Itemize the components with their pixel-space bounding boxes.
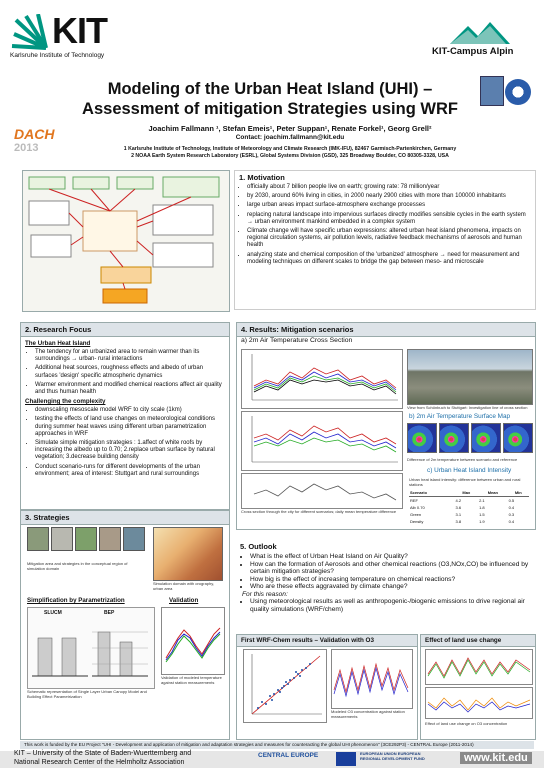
wrfchem-caption: Modeled O3 concentration against station measurements <box>331 709 405 719</box>
motivation-item: • large urban areas impact surface-atmosphere exchange processes <box>247 202 529 209</box>
table-cell: 1.9 <box>479 519 485 524</box>
results-sub-c: c) Urban Heat Island Intensity <box>427 467 512 474</box>
outlook-list-2 <box>236 598 534 613</box>
map-caption: Difference of 2m temperature between scenario and reference <box>407 457 518 462</box>
validation-plot <box>161 607 225 675</box>
noaa-logo <box>505 79 531 105</box>
table-header-row <box>409 489 529 497</box>
research-box <box>20 322 230 510</box>
campus-logo-text: KIT-Campus Alpin <box>432 46 514 57</box>
results-sub-b: b) 2m Air Temperature Surface Map <box>409 413 511 420</box>
outlook-box <box>236 540 534 613</box>
strategy-cap4: Validation of modeled temperature against station measurements <box>161 675 222 685</box>
outlook-for-this: For this reason: <box>242 590 288 598</box>
title-line1: Modeling of the Urban Heat Island (UHI) – <box>107 80 433 98</box>
table-header: Mean <box>478 489 507 497</box>
table-cell: 0.5 <box>508 498 515 503</box>
results-box <box>236 322 536 530</box>
research-item: • The tendency for an urbanized area to remain warmer than its surroundings → urban- rural interactions <box>35 349 225 363</box>
research-list1 <box>25 349 225 396</box>
table-header: Scenario <box>409 489 455 497</box>
table-cell: 0.3 <box>508 512 515 517</box>
central-europe-logo: CENTRAL EUROPE <box>258 752 319 759</box>
motivation-item: • by 2030, around 60% living in cities, in 2000 nearly 2900 cities with more than 100000 inhabitants <box>247 193 529 200</box>
table-row <box>409 511 529 518</box>
kit-logo <box>10 10 120 64</box>
kit-url[interactable]: www.kit.edu <box>460 752 532 764</box>
strategies-sub-left: Simplification by Parametrization <box>27 597 125 604</box>
eu-flag-icon <box>336 752 356 766</box>
map-panel <box>407 423 437 453</box>
outlook-list <box>236 553 534 591</box>
o3-timeseries-plot <box>331 649 413 709</box>
strategy-cap2: Simulation domain with orography, urban area <box>153 581 215 591</box>
slucm-label: SLUCM <box>44 610 62 616</box>
strategies-heading: 3. Strategies <box>21 511 229 525</box>
research-item: • Warmer environment and modified chemical reactions affect air quality and thus human health <box>35 382 225 396</box>
kit-subtitle: Karlsruhe Institute of Technology <box>10 52 105 59</box>
table-header: Min <box>508 489 529 497</box>
research-item: • Additional heat sources, roughness effects and albedo of urban surfaces 'design' specific atmospheric dynamics <box>35 365 225 379</box>
table-cell: REF <box>410 498 418 503</box>
stuttgart-photo <box>407 349 533 405</box>
landuse-heading: Effect of land use change <box>421 635 535 647</box>
photo-caption: View from Schönbuch to Stuttgart: Investigation line of cross section <box>407 405 528 410</box>
strategy-images <box>27 527 147 557</box>
table-row <box>409 518 529 525</box>
strategies-sub-right: Validation <box>169 597 199 604</box>
table-cell: 1.5 <box>479 512 485 517</box>
uhi-caption: Urban heat island intensity: difference between urban and rural stations <box>409 477 521 487</box>
landuse-plot-2 <box>425 687 533 719</box>
outlook-item: • Who are these effects aggravated by climate change? <box>250 583 534 591</box>
outlook-item: • How big is the effect of increasing temperature on chemical reactions? <box>250 576 534 584</box>
title-line2: Assessment of mitigation Strategies using WRF <box>82 100 458 118</box>
research-item: • downscaling mesoscale model WRF to city scale (1km) <box>35 407 225 414</box>
table-cell: 3.8 <box>455 519 462 524</box>
results-sub-a: a) 2m Air Temperature Cross Section <box>241 337 353 344</box>
wrfchem-box <box>236 634 418 740</box>
table-cell: 4.2 <box>455 498 462 503</box>
map-panel <box>439 423 469 453</box>
research-sub1: The Urban Heat Island <box>25 340 91 347</box>
map-panel <box>471 423 501 453</box>
table-cell: Alb 0.70 <box>410 505 425 510</box>
strategy-cap1: Mitigation area and strategies in the conceptual region of simulation domain <box>27 561 128 571</box>
footer-line1: KIT – University of the State of Baden-Wuerttemberg and <box>14 750 192 757</box>
footer-line2: National Research Center of the Helmholtz Association <box>14 759 185 766</box>
motivation-item: • Climate change will have specific urban expressions: altered urban heat island phenomena, impacts on regional circulation systems, air pollution levels, radiative feedback mechanisms of aerosols and human health <box>247 228 529 250</box>
motivation-item: • replacing natural landscape into impervious surfaces directly modifies sensible cycles in the earth system → urban environment mankind embedded in a complex system <box>247 212 529 226</box>
outlook-heading: 5. Outlook <box>240 542 277 551</box>
wrfchem-heading: First WRF-Chem results – Validation with O3 <box>237 635 417 647</box>
outlook-item: • What is the effect of Urban Heat Island on Air Quality? <box>250 553 534 561</box>
uhi-table <box>409 489 529 525</box>
cross-section-plot-2 <box>241 411 403 471</box>
motivation-box <box>234 170 536 310</box>
motivation-item: • officially about 7 billion people live on earth; growing rate: 78 million/year <box>247 184 529 191</box>
temperature-maps <box>407 423 531 457</box>
cross-section-plot-3 <box>241 473 403 509</box>
campus-logo <box>432 22 536 62</box>
research-sub2: Challenging the complexity <box>25 398 106 406</box>
table-cell: 2.1 <box>479 498 485 503</box>
results-heading: 4. Results: Mitigation scenarios <box>237 323 535 337</box>
kit-logo-mark <box>10 14 50 50</box>
motivation-list <box>235 184 535 266</box>
research-heading: 2. Research Focus <box>21 323 229 337</box>
logo-box-1 <box>480 76 504 106</box>
outlook-item: • How can the formation of Aerosols and other chemical reactions (O3,NOx,CO) be influenced by certain mitigation strategies? <box>250 561 534 576</box>
landuse-caption: Effect of land use change on O3 concentration <box>425 721 508 726</box>
table-cell: 0.4 <box>508 519 515 524</box>
table-header: Max <box>455 489 479 497</box>
table-cell: Green <box>410 512 422 517</box>
o3-scatter-plot <box>243 649 327 723</box>
plot-caption: Cross section through the city for different scenarios; daily mean temperature difference <box>241 509 397 514</box>
landuse-plot-1 <box>425 649 533 685</box>
funding-bar: This work is funded by the EU Project "UHI - Development and application of mitigation and adaptation strategies and measures for counteracting the global UHI phenomenon" (3CE292P3) - CENTRAL Europe (2011-2014) <box>20 741 534 749</box>
dach-logo-text: DACH <box>14 126 55 142</box>
table-cell: 3.1 <box>455 512 462 517</box>
outlook-item: • Using meteorological results as well as anthropogenic-/biogenic emissions to drive regional air quality simulations (WRF/chem) <box>250 598 534 613</box>
campus-mountains-icon <box>450 22 510 49</box>
table-cell: 1.8 <box>479 505 485 510</box>
parametrization-diagram <box>27 607 155 689</box>
domain-map <box>153 527 223 581</box>
cross-section-plot-1 <box>241 349 403 409</box>
kit-logo-text: KIT <box>52 10 107 51</box>
motivation-diagram <box>22 170 230 312</box>
table-cell: 0.4 <box>508 505 515 510</box>
landuse-box <box>420 634 536 740</box>
dach-year: 2013 <box>14 142 39 154</box>
research-item: • Simulate simple mitigation strategies : 1.affect of white roofs by increasing the albedo up to 0.70; 2.replace urban surface by natural vegetation; 3.decrease building density <box>35 440 225 462</box>
affil2: 2 NOAA Earth System Research Laboratory (ESRL), Global Systems Division (GSD), 325 Broadway Boulder, CO 80305-3328, USA <box>131 153 449 159</box>
bep-label: BEP <box>104 610 115 616</box>
table-cell: Density <box>410 519 424 524</box>
strategies-box <box>20 510 230 740</box>
research-list2 <box>25 407 225 478</box>
motivation-heading: 1. Motivation <box>239 173 285 182</box>
affil1: 1 Karlsruhe Institute of Technology, Institute of Meteorology and Climate Research (IMK-IFU), 82467 Garmisch-Partenkirchen, Germany <box>123 146 457 152</box>
authors: Joachim Fallmann ¹, Stefan Emeis¹, Peter Suppan¹, Renate Forkel¹, Georg Grell² <box>148 124 432 133</box>
table-row <box>409 504 529 511</box>
motivation-item: • analyzing state and chemical composition of the 'urbanized' atmosphere → need for measurement and modeling techniques on different scales to bridge the gap between meso- and microscale <box>247 252 529 266</box>
research-item: • Conduct scenario-runs for different developments of the urban environment; area of interest: Stuttgart and rural surroundings <box>35 464 225 478</box>
research-item: • testing the effects of land use changes on meteorological conditions during summer heat waves using different urban parametrization approaches in WRF <box>35 416 225 438</box>
contact: Contact: joachim.fallmann@kit.edu <box>235 134 345 141</box>
eu-logo: EUROPEAN UNION EUROPEAN REGIONAL DEVELOPMENT FUND <box>360 751 425 761</box>
strategy-cap3: Schematic representation of Single Layer Urban Canopy Model and Building Effect Parametrization <box>27 689 147 699</box>
table-cell: 3.6 <box>455 505 462 510</box>
dach-logo <box>14 126 58 154</box>
map-panel <box>503 423 533 453</box>
poster-title <box>60 79 480 119</box>
table-row <box>409 497 529 505</box>
